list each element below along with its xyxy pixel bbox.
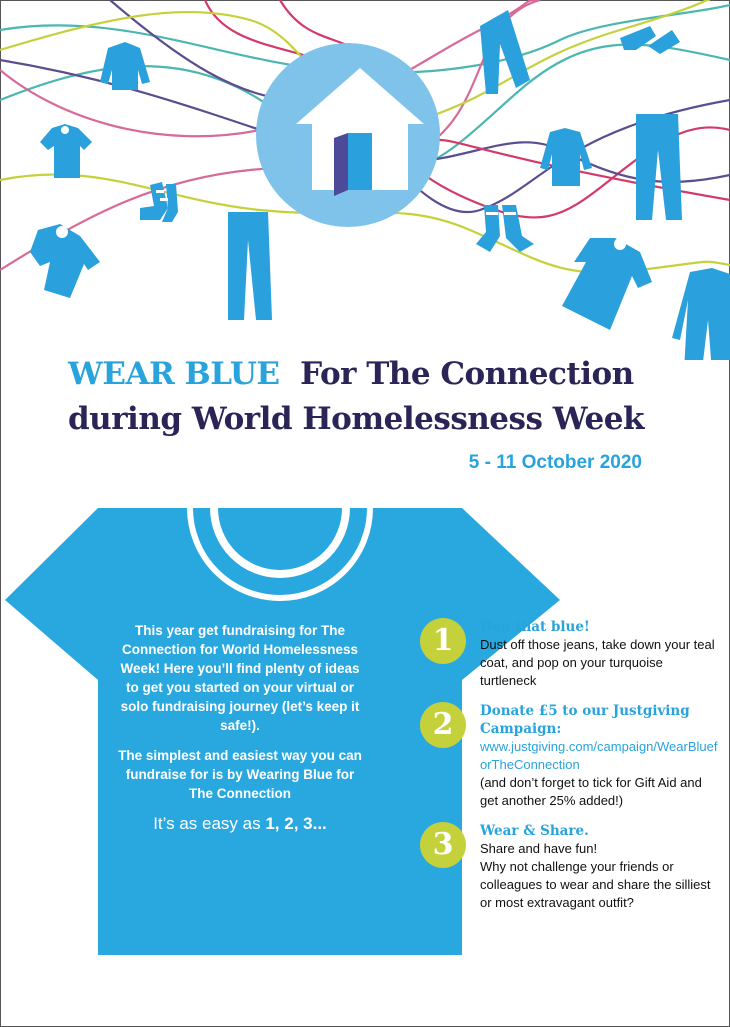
step-body: (and don’t forget to tick for Gift Aid and get another 25% added!) <box>480 775 702 808</box>
tshirt-icon <box>562 238 652 330</box>
event-dates: 5 - 11 October 2020 <box>468 452 642 473</box>
easy-prefix: It’s as easy as <box>153 814 266 833</box>
justgiving-link[interactable]: www.justgiving.com/campaign/WearBlueforTheConnection <box>480 739 718 772</box>
sweater-icon <box>540 128 592 186</box>
step-body-2: Why not challenge your friends or colleagues to wear and share the silliest or most extravagant outfit? <box>480 859 711 910</box>
step-heading: Wear & Share. <box>480 823 589 839</box>
clothesline-illustration <box>0 0 730 360</box>
step-number-badge: 2 <box>420 702 466 748</box>
step-2 <box>420 702 720 810</box>
step-number-badge: 1 <box>420 618 466 664</box>
socks-icon <box>620 26 680 54</box>
title-highlight: WEAR BLUE <box>68 356 280 392</box>
tshirt-text <box>118 621 362 833</box>
title-line2: during World Homelessness Week <box>68 401 644 437</box>
steps-list <box>420 612 720 924</box>
intro-paragraph: This year get fundraising for The Connection for World Homelessness Week! Here you’ll find plenty of ideas to get you started on your virtual or solo fundraising journey (let’s keep it safe!). <box>120 623 360 733</box>
step-heading: Don that blue! <box>480 619 590 635</box>
step-heading: Donate £5 to our Justgiving Campaign: <box>480 703 690 737</box>
step-body: Share and have fun! <box>480 841 598 856</box>
title-line1: For The Connection <box>300 356 634 392</box>
easy-as-123 <box>118 814 362 833</box>
page-title <box>68 352 668 442</box>
jeans-icon <box>636 114 682 220</box>
step-number-badge: 3 <box>420 822 466 868</box>
sweater-icon <box>100 42 150 90</box>
sweater-icon <box>672 268 730 360</box>
step-3 <box>420 822 720 912</box>
step-body: Dust off those jeans, take down your teal coat, and pop on your turquoise turtleneck <box>480 637 715 688</box>
simplest-way-paragraph: The simplest and easiest way you can fundraise for is by Wearing Blue for The Connection <box>118 748 362 801</box>
step-1 <box>420 618 720 690</box>
easy-bold: 1, 2, 3... <box>265 814 327 833</box>
jeans-icon <box>228 212 272 320</box>
